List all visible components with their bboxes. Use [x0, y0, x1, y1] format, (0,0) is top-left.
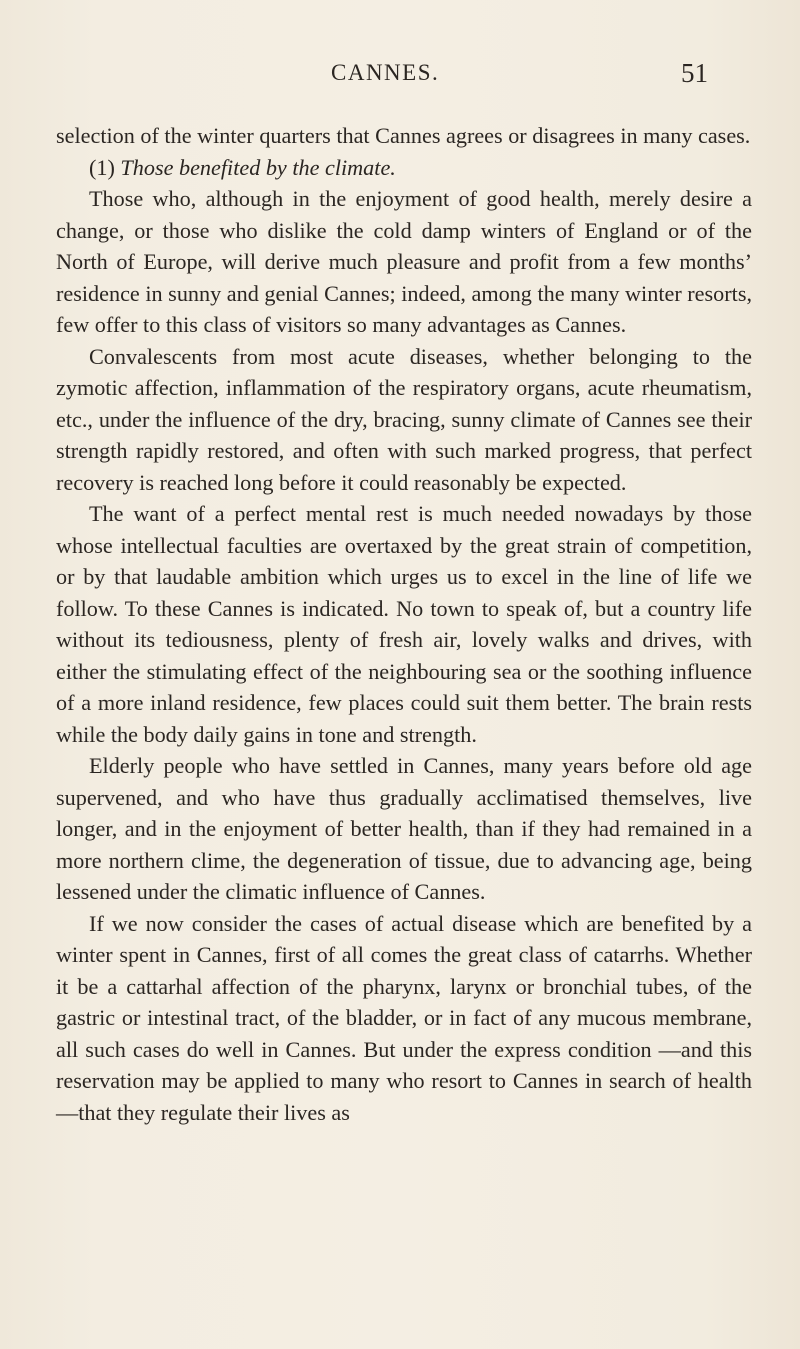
running-head [0, 58, 800, 98]
paragraph-catarrhs: If we now consider the cases of actual disease which are benefited by a winter spent in Cannes, first of all comes the great class of catarrhs. Whether it be a cattarhal affection of the pharynx, larynx or bronchial tubes, of the gastric or intestinal tract, of the bladder, or in fact of any mucous membrane, all such cases do well in Cannes. But under the express condition —and this reservation may be applied to many who resort to Cannes in search of health—that they regulate their lives as [56, 910, 752, 1125]
body-text [56, 120, 752, 1128]
section-title: Those benefited by the climate. [120, 154, 396, 180]
section-number: (1) [89, 154, 115, 180]
section-heading [56, 152, 752, 184]
page-number: 51 [681, 58, 708, 88]
paragraph-convalescents: Convalescents from most acute diseases, whether belonging to the zymotic affection, inflammation of the respiratory organs, acute rheumatism, etc., under the influence of the dry, bracing, sunny climate of Cannes see their strength rapidly restored, and often with such marked progress, that perfect recovery is reached long before it could reasonably be expected. [56, 343, 752, 495]
paragraph-continuation: selection of the winter quarters that Cannes agrees or disagrees in many cases. [56, 123, 751, 148]
running-title: CANNES. [331, 60, 440, 85]
paragraph-mental-rest: The want of a perfect mental rest is much needed nowadays by those whose intellectual faculties are overtaxed by the great strain of competition, or by that laudable ambition which urges us to excel in the line of life we follow. To these Cannes is indicated. No town to speak of, but a country life without its tediousness, plenty of fresh air, lovely walks and drives, with either the stimulating effect of the neighbouring sea or the soothing influence of a more inland residence, few places could suit them better. The brain rests while the body daily gains in tone and strength. [56, 501, 752, 747]
paragraph-healthy-visitors: Those who, although in the enjoyment of good health, merely desire a change, or those who dislike the cold damp winters of England or of the North of Europe, will derive much pleasure and profit from a few months’ residence in sunny and genial Cannes; indeed, among the many winter resorts, few offer to this class of visitors so many advantages as Cannes. [56, 186, 752, 337]
paragraph-elderly-people: Elderly people who have settled in Cannes, many years before old age supervened, and who have thus gradually acclimatised themselves, live longer, and in the enjoyment of better health, than if they had remained in a more northern clime, the degeneration of tissue, due to advancing age, being lessened under the climatic influence of Cannes. [56, 753, 752, 904]
